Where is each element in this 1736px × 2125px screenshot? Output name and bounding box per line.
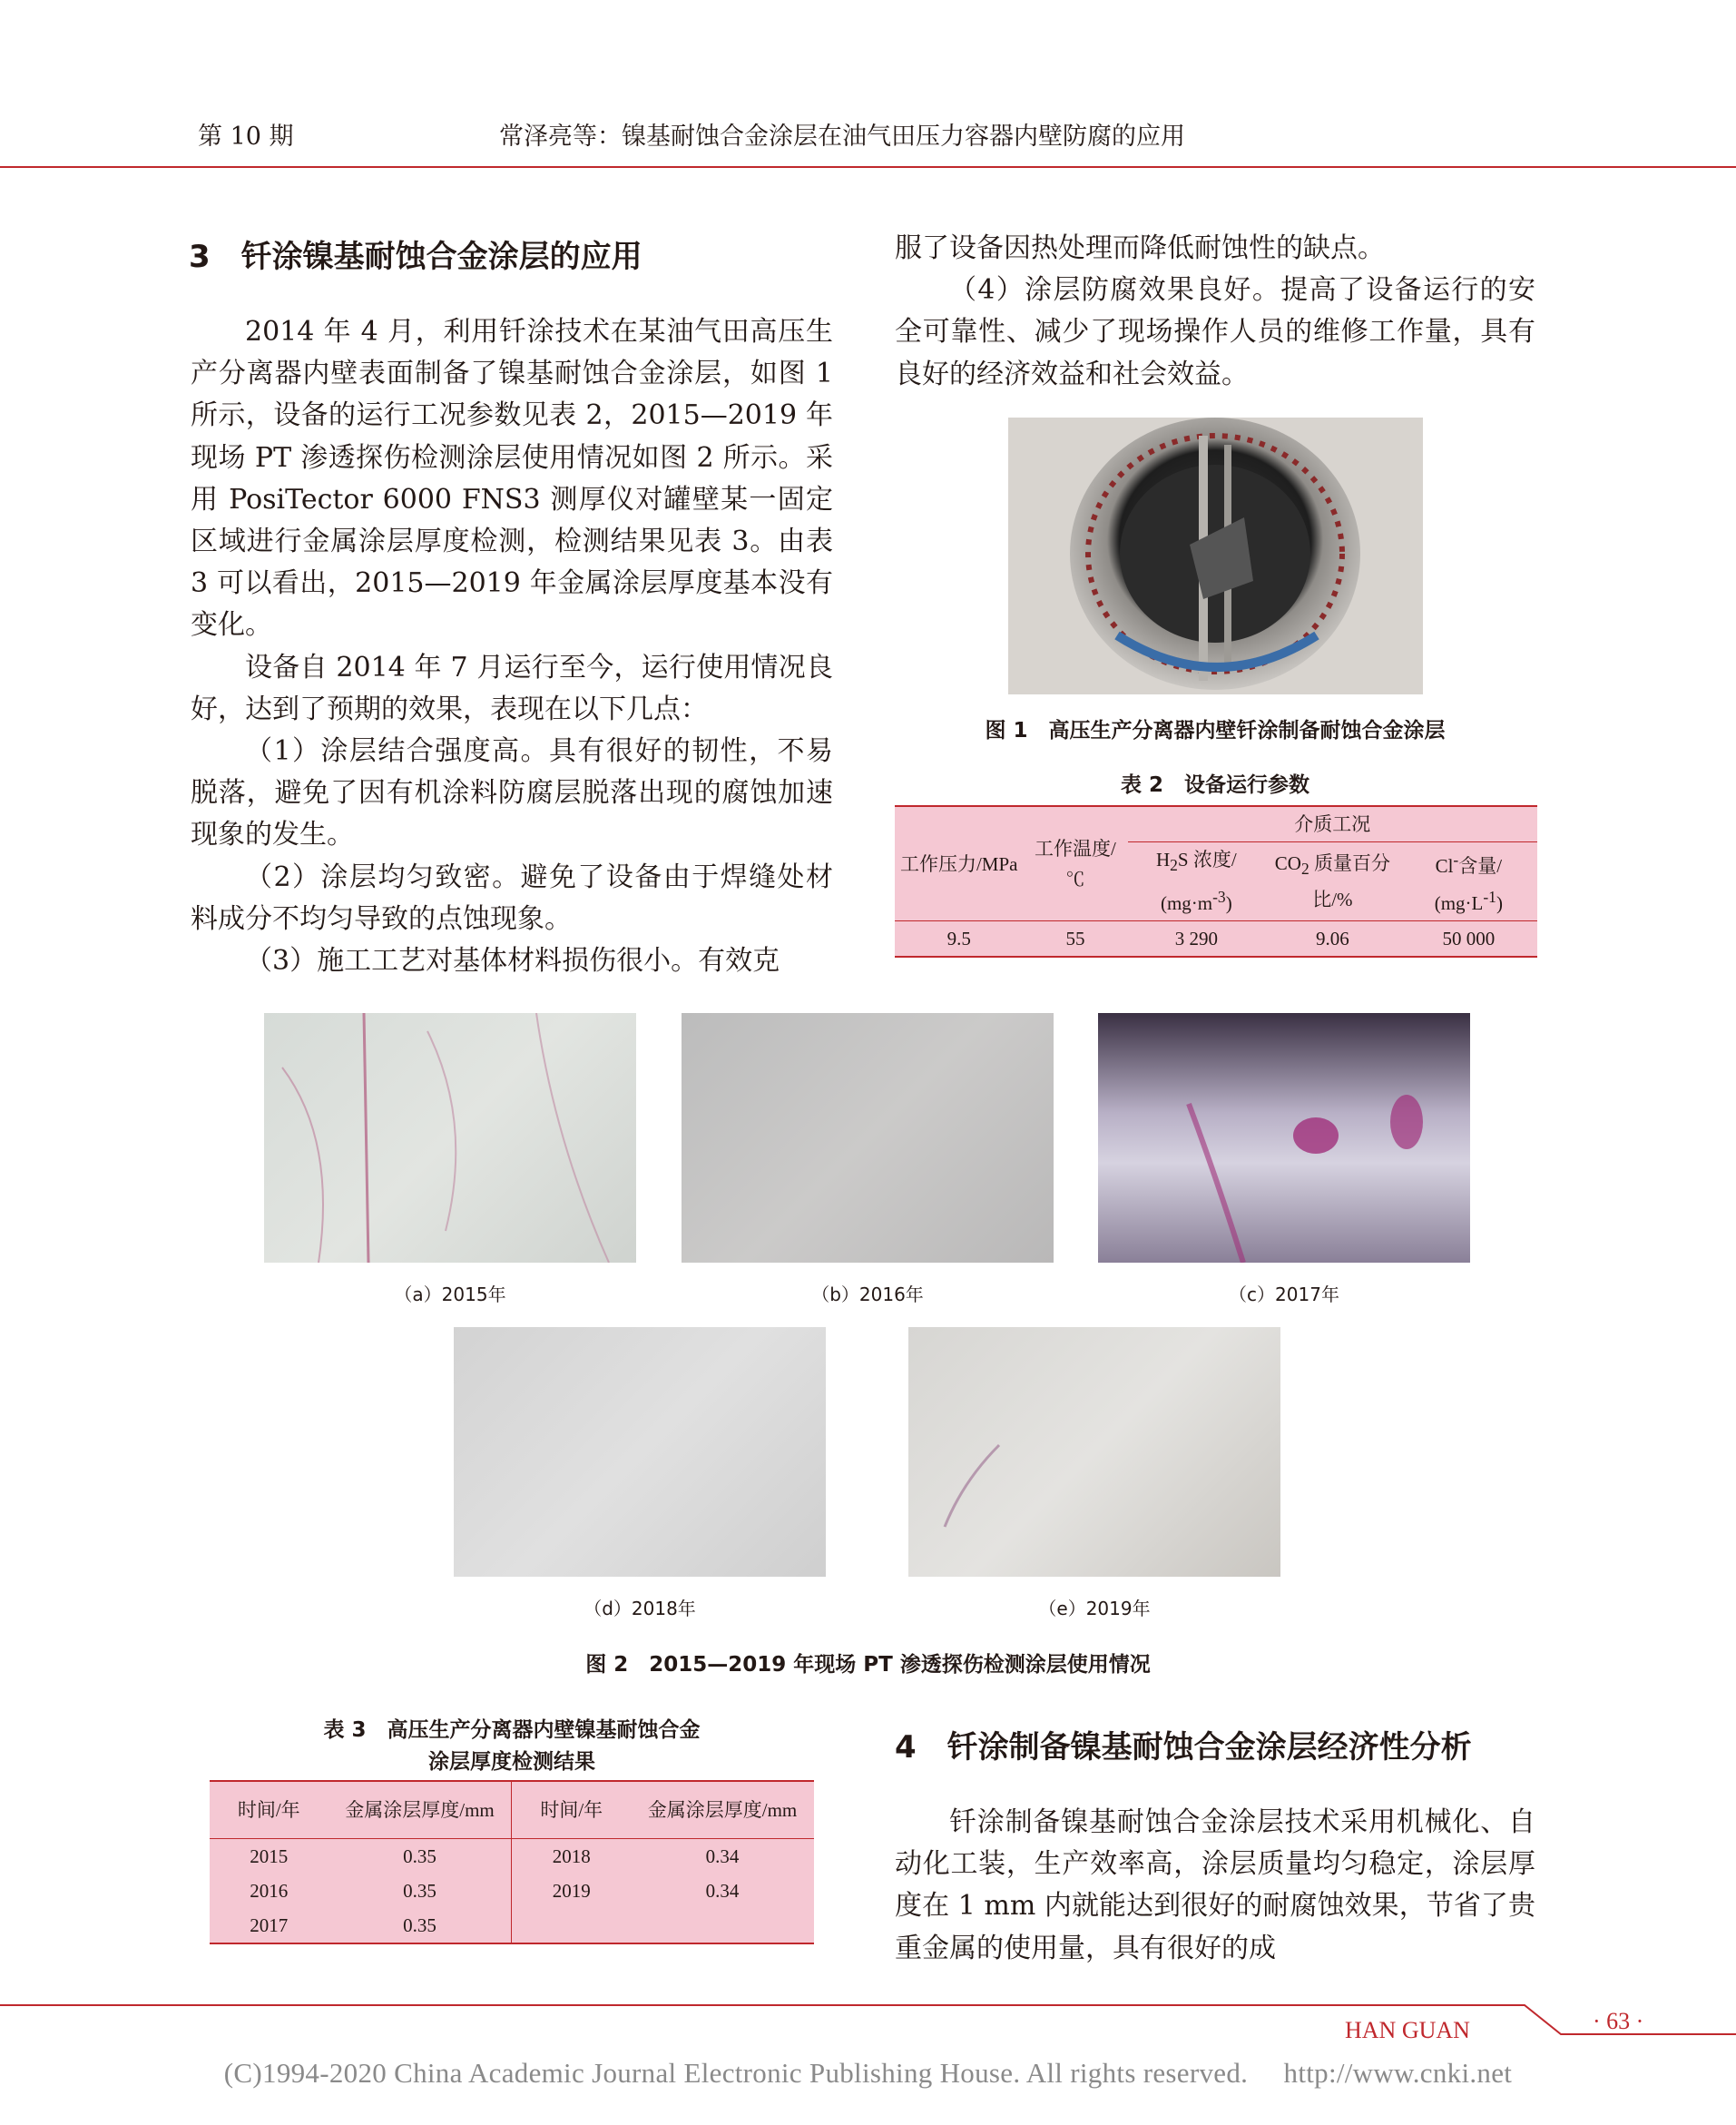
figure-2-caption: 图 2 2015—2019 年现场 PT 渗透探伤检测涂层使用情况 [585,1653,1151,1677]
paragraph-5b: 服了设备因热处理而降低耐蚀性的缺点。 [895,232,1385,264]
figure-2c-photo [1098,1013,1470,1263]
t3-value: 0.34 [705,1845,740,1867]
running-title: 常泽亮等：镍基耐蚀合金涂层在油气田压力容器内壁防腐的应用 [499,123,1185,151]
t3-year: 2018 [512,1839,631,1874]
t2-header-co2 [1265,842,1400,921]
t3-value: 0.34 [705,1880,740,1902]
figure-1-caption: 图 1 高压生产分离器内壁钎涂制备耐蚀合金涂层 [985,719,1446,743]
t2-cl-unit: (mg·L [1434,892,1484,914]
t2-cl-sup: - [1453,851,1459,869]
figure-2b-photo [682,1013,1054,1263]
figure-2a-photo [264,1013,636,1263]
t2-h2s-unit: (mg·m [1160,891,1213,914]
copyright-notice: (C)1994-2020 China Academic Journal Electronic Publishing House. All rights reserved. http://www.cnki.net [223,2057,1513,2089]
t3-year: 2017 [250,1914,289,1936]
figure-2c-label: （c）2017年 [1229,1284,1339,1305]
section-4-text [895,1802,1535,1970]
t3-value: 0.35 [329,1908,512,1943]
figure-2b-label: （b）2016年 [811,1284,924,1305]
t2-header-temp: 工作温度/℃ [1035,837,1116,890]
figure-2d-label: （d）2018年 [584,1598,696,1619]
t2-header-pressure: 工作压力/MPa [899,852,1018,875]
t2-h2s-sub: 2 [1170,856,1178,875]
t2-header-h2s [1128,842,1266,921]
t3-value: 0.35 [329,1874,512,1908]
t2-value-temp: 55 [1065,928,1085,949]
t3-header-thickness-right: 金属涂层厚度/mm [647,1799,798,1821]
figure-2e-label: （e）2019年 [1038,1598,1151,1619]
table-2-caption: 表 2 设备运行参数 [1120,773,1309,797]
t2-value-pressure: 9.5 [946,928,971,949]
figure-1-photo [1008,418,1423,694]
t2-cl-rest: 含量/ [1458,855,1503,877]
header-rule [0,166,1736,168]
t3-year: 2016 [250,1880,289,1902]
section-3-heading: 3 钎涂镍基耐蚀合金涂层的应用 [189,239,642,275]
t2-cl-unit-sup: -1 [1483,888,1496,906]
t3-header-year-left: 时间/年 [237,1799,300,1821]
table-3-grid [210,1780,814,1944]
table-3 [210,1780,814,1944]
table-2 [895,805,1537,958]
t2-co2-rest: 质量百分比/% [1309,851,1390,911]
t2-header-medium: 介质工况 [1128,806,1537,842]
issue-number: 第 10 期 [198,123,294,151]
t3-row-3 [210,1908,814,1943]
t2-co2-co: CO [1274,851,1301,874]
t2-value-co2: 9.06 [1316,928,1349,949]
table-3-caption-line2: 涂层厚度检测结果 [428,1750,595,1774]
figure-2d-photo [454,1327,826,1577]
paragraph-1: 2014 年 4 月，利用钎涂技术在某油气田高压生产分离器内壁表面制备了镍基耐蚀合金涂层，如图 1 所示，设备的运行工况参数见表 2，2015—2019 年现场 PT 渗透探伤检测涂层使用情况如图 2 所示。采用 PosiTector 6000 FNS3 测厚仪对罐壁某一固定区域进行金属涂层厚度检测，检测结果见表 3。由表 3 可以看出，2015—2019 年金属涂层厚度基本没有变化。 [191,316,833,642]
section-4-heading: 4 钎涂制备镍基耐蚀合金涂层经济性分析 [895,1729,1472,1766]
figure-2e-photo [908,1327,1280,1577]
footer-journal: HAN GUAN [1345,2017,1470,2043]
t2-value-h2s: 3 290 [1174,928,1218,949]
footer-page-number: · 63 · [1593,2008,1644,2034]
t2-cl: Cl [1435,855,1454,877]
t3-row-2 [210,1874,814,1908]
t3-empty-cell [631,1908,814,1943]
t3-year: 2019 [512,1874,631,1908]
t2-co2-sub: 2 [1300,860,1309,879]
t2-h2s-unit-end: ) [1225,891,1232,914]
left-column-text [191,311,833,982]
paragraph-3: （1）涂层结合强度高。具有很好的韧性，不易脱落，避免了因有机涂料防腐层脱落出现的腐蚀加速现象的发生。 [191,735,833,851]
right-column-text [895,228,1535,396]
table-3-caption-line1: 表 3 高压生产分离器内壁镍基耐蚀合金 [323,1718,701,1742]
footer-rule [0,2004,1525,2006]
t2-h2s-rest: S 浓度/ [1177,849,1237,871]
t3-year: 2015 [250,1845,289,1867]
paragraph-2: 设备自 2014 年 7 月运行至今，运行使用情况良好，达到了预期的效果，表现在以下几点： [191,651,833,725]
t3-header-thickness-left: 金属涂层厚度/mm [329,1781,512,1839]
paragraph-4: （2）涂层均匀致密。避免了设备由于焊缝处材料成分不均匀导致的点蚀现象。 [191,861,833,935]
paragraph-5a: （3）施工工艺对基体材料损伤很小。有效克 [245,945,780,978]
table-2-grid [895,805,1537,958]
figure-2a-label: （a）2015年 [394,1284,506,1305]
t2-value-cl: 50 000 [1442,928,1496,949]
t2-cl-unit-end: ) [1496,892,1503,914]
section-4-paragraph: 钎涂制备镍基耐蚀合金涂层技术采用机械化、自动化工装，生产效率高，涂层质量均匀稳定，涂层厚度在 1 mm 内就能达到很好的耐腐蚀效果，节省了贵重金属的使用量，具有很好的成 [895,1806,1535,1964]
t3-value: 0.35 [329,1839,512,1874]
t2-h2s-h: H [1155,849,1171,871]
t2-h2s-unit-sup: -3 [1212,887,1226,906]
t2-header-cl [1400,842,1537,921]
t3-header-year-right: 时间/年 [512,1781,631,1839]
t3-row-1 [210,1839,814,1874]
paragraph-6: （4）涂层防腐效果良好。提高了设备运行的安全可靠性、减少了现场操作人员的维修工作量，具有良好的经济效益和社会效益。 [895,274,1535,390]
t3-empty-cell [512,1908,631,1943]
